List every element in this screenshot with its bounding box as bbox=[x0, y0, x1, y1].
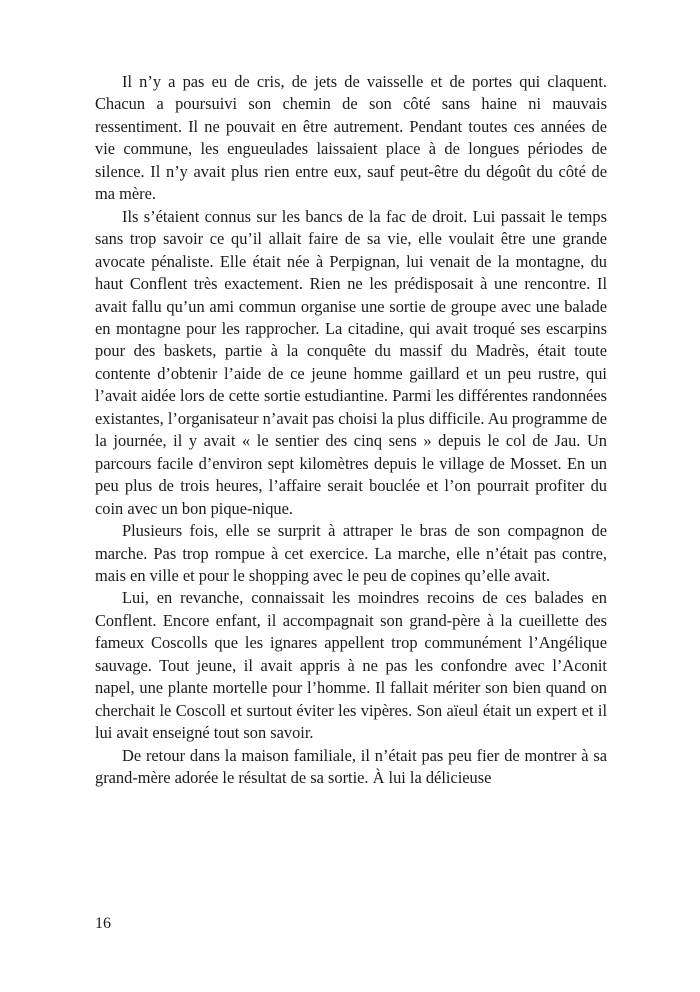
paragraph: De retour dans la maison familiale, il n’était pas peu fier de montrer à sa grand-mère adorée le résultat de sa sortie. À lui la délicieuse bbox=[95, 745, 607, 788]
paragraph: Ils s’étaient connus sur les bancs de la fac de droit. Lui passait le temps sans trop savoir ce qu’il allait faire de sa vie, elle voulait être une grande avocate pénaliste. Elle était née à Perpignan, lui venait de la montagne, du haut Conflent très exactement. Rien ne les prédisposait à une rencontre. Il avait fallu qu’un ami commun organise une sortie de groupe avec une balade en montagne pour les rapprocher. La citadine, qui avait troqué ses escarpins pour des baskets, partie à la conquête du massif du Madrès, était toute contente d’obtenir l’aide de ce jeune homme gaillard et un peu rustre, qui l’avait aidée lors de cette sortie estudiantine. Parmi les différentes randonnées existantes, l’organisateur n’avait pas choisi la plus difficile. Au programme de la journée, il y avait « le sentier des cinq sens » depuis le col de Jau. Un parcours facile d’environ sept kilomètres depuis le village de Mosset. En un peu plus de trois heures, l’affaire serait bouclée et l’on pourrait profiter du coin avec un bon pique-nique. bbox=[95, 206, 607, 518]
text-block bbox=[95, 71, 607, 790]
page-number: 16 bbox=[95, 915, 111, 932]
paragraph: Il n’y a pas eu de cris, de jets de vaisselle et de portes qui claquent. Chacun a poursuivi son chemin de son côté sans haine ni mauvais ressentiment. Il ne pouvait en être autrement. Pendant toutes ces années de vie commune, les engueulades laissaient place à de longues périodes de silence. Il n’y avait plus rien entre eux, sauf peut-être du dégoût du côté de ma mère. bbox=[95, 72, 607, 204]
paragraph: Lui, en revanche, connaissait les moindres recoins de ces balades en Conflent. Encore enfant, il accompagnait son grand-père à la cueillette des fameux Coscolls que les ignares appellent trop communément l’Angélique sauvage. Tout jeune, il avait appris à ne pas les confondre avec l’Aconit napel, une plante mortelle pour l’homme. Il fallait mériter son bien quand on cherchait le Coscoll et surtout éviter les vipères. Son aïeul était un expert et il lui avait enseigné tout son savoir. bbox=[95, 588, 607, 743]
paragraph: Plusieurs fois, elle se surprit à attraper le bras de son compagnon de marche. Pas trop rompue à cet exercice. La marche, elle n’était pas contre, mais en ville et pour le shopping avec le peu de copines qu’elle avait. bbox=[95, 521, 607, 585]
